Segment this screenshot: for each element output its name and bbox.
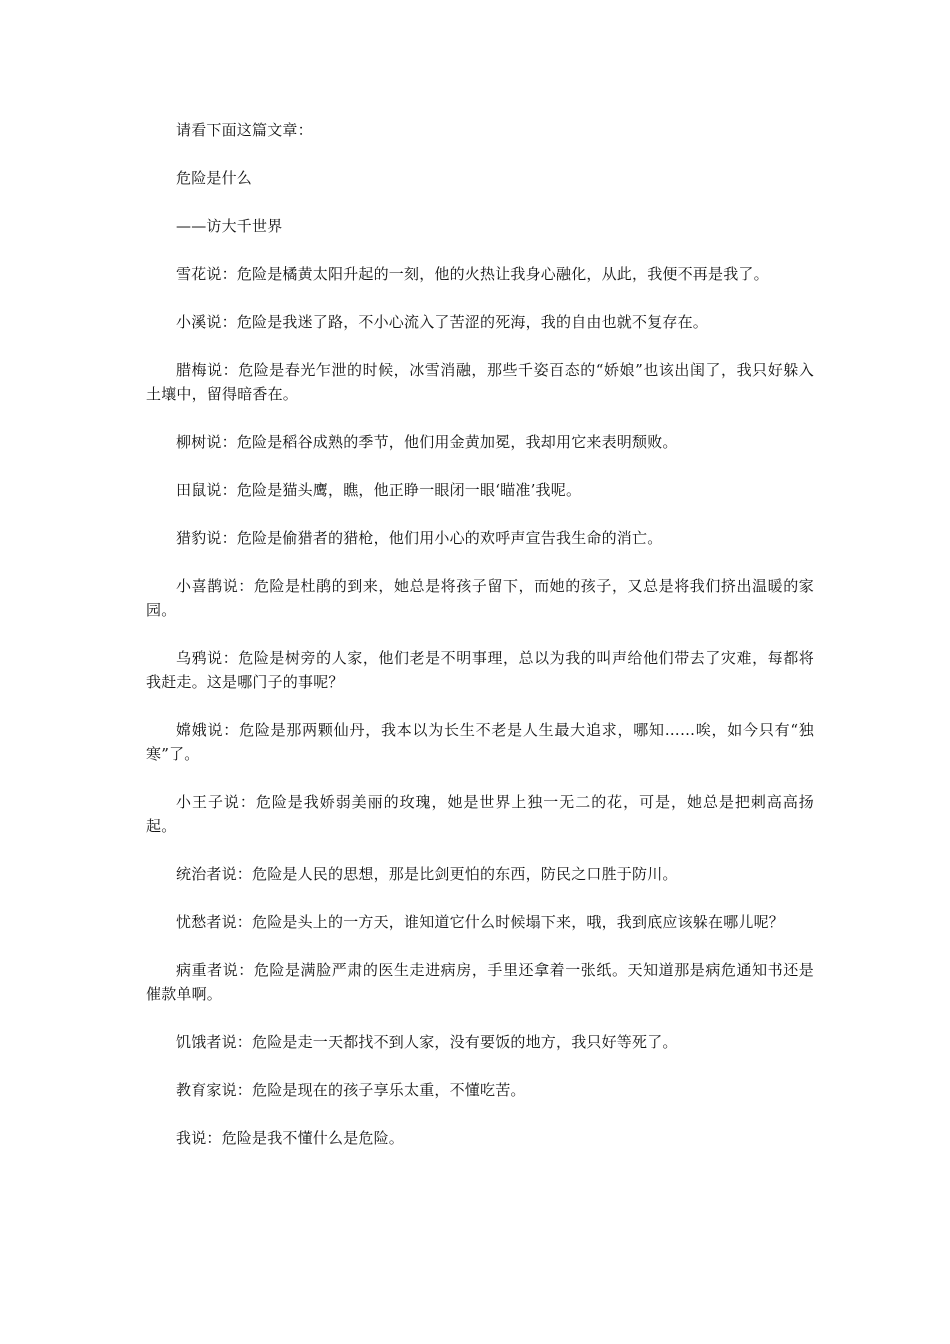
paragraph: 小喜鹊说：危险是杜鹃的到来，她总是将孩子留下，而她的孩子，又总是将我们挤出温暖的家园。 — [146, 577, 814, 619]
paragraph: 小溪说：危险是我迷了路，不小心流入了苦涩的死海，我的自由也就不复存在。 — [176, 313, 709, 331]
paragraph: 病重者说：危险是满脸严肃的医生走进病房，手里还拿着一张纸。天知道那是病危通知书还是催款单啊。 — [146, 961, 814, 1003]
paragraph: 饥饿者说：危险是走一天都找不到人家，没有要饭的地方，我只好等死了。 — [176, 1033, 678, 1051]
paragraph: 乌鸦说：危险是树旁的人家，他们老是不明事理，总以为我的叫声给他们带去了灾难，每都将我赶走。这是哪门子的事呢？ — [146, 649, 814, 691]
paragraph: 我说：危险是我不懂什么是危险。 — [176, 1129, 405, 1147]
paragraph: 腊梅说：危险是春光乍泄的时候，冰雪消融，那些千姿百态的“娇娘”也该出闺了，我只好躲入土壤中，留得暗香在。 — [146, 361, 814, 403]
paragraph: 雪花说：危险是橘黄太阳升起的一刻，他的火热让我身心融化，从此，我便不再是我了。 — [176, 265, 769, 283]
document-body — [146, 118, 814, 1150]
article-subtitle: ——访大千世界 — [176, 217, 283, 235]
paragraph: 田鼠说：危险是猫头鹰，瞧，他正睁一眼闭一眼‘瞄准’我呢。 — [176, 481, 582, 499]
paragraph: 柳树说：危险是稻谷成熟的季节，他们用金黄加冕，我却用它来表明颓败。 — [176, 433, 678, 451]
paragraph: 猎豹说：危险是偷猎者的猎枪，他们用小心的欢呼声宣告我生命的消亡。 — [176, 529, 663, 547]
paragraph: 统治者说：危险是人民的思想，那是比剑更怕的东西，防民之口胜于防川。 — [176, 865, 678, 883]
paragraph: 嫦娥说：危险是那两颗仙丹，我本以为长生不老是人生最大追求，哪知……唉，如今只有“独寒”了。 — [146, 721, 814, 763]
paragraph: 小王子说：危险是我娇弱美丽的玫瑰，她是世界上独一无二的花，可是，她总是把刺高高扬起。 — [146, 793, 814, 835]
paragraph: 教育家说：危险是现在的孩子享乐太重，不懂吃苦。 — [176, 1081, 526, 1099]
intro-line: 请看下面这篇文章： — [176, 121, 313, 139]
paragraph: 忧愁者说：危险是头上的一方天，谁知道它什么时候塌下来，哦，我到底应该躲在哪儿呢？ — [176, 913, 785, 931]
article-title: 危险是什么 — [176, 169, 253, 187]
